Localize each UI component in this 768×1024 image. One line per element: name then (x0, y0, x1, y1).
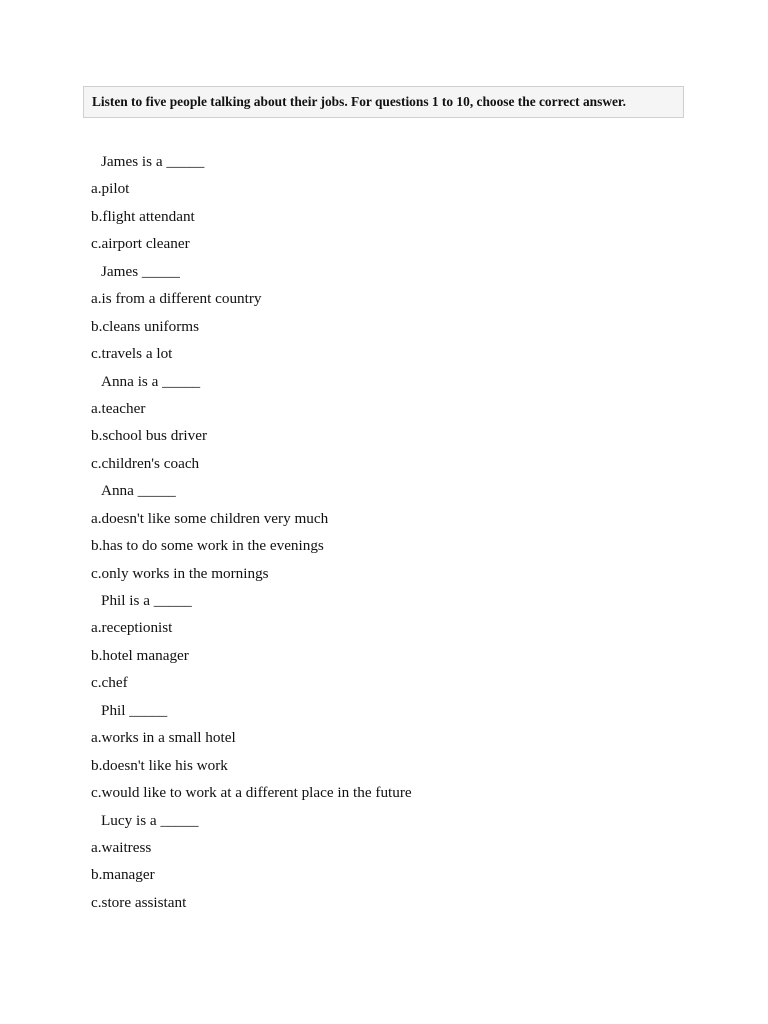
option-c[interactable]: c.chef (91, 674, 128, 692)
question-stem: James is a _____ (101, 153, 205, 170)
question-5 (91, 590, 711, 700)
option-a[interactable]: a.is from a different country (91, 290, 262, 308)
question-stem: Lucy is a _____ (101, 811, 199, 829)
option-b[interactable]: b.flight attendant (91, 207, 195, 225)
option-c[interactable]: c.only works in the mornings (91, 564, 269, 582)
option-b[interactable]: b.hotel manager (91, 646, 189, 664)
option-a[interactable]: a.works in a small hotel (91, 729, 236, 747)
option-a[interactable]: a.receptionist (91, 619, 173, 637)
question-list (91, 151, 711, 919)
instructions-text: Listen to five people talking about their jobs. For questions 1 to 10, choose the correct answer. (92, 94, 626, 109)
option-a[interactable]: a.waitress (91, 838, 152, 856)
instructions-box (83, 86, 684, 118)
question-stem: James _____ (101, 262, 180, 280)
question-1 (91, 151, 711, 261)
option-c[interactable]: c.travels a lot (91, 345, 173, 363)
question-6 (91, 700, 711, 810)
question-7 (91, 810, 711, 920)
question-3 (91, 371, 711, 481)
option-b[interactable]: b.cleans uniforms (91, 317, 199, 335)
question-stem: Anna _____ (101, 482, 176, 500)
question-2 (91, 261, 711, 371)
option-a[interactable]: a.teacher (91, 399, 146, 417)
option-c[interactable]: c.airport cleaner (91, 235, 190, 253)
option-c[interactable]: c.children's coach (91, 454, 200, 472)
question-stem: Phil is a _____ (101, 592, 192, 609)
option-b[interactable]: b.manager (91, 866, 155, 884)
option-b[interactable]: b.has to do some work in the evenings (91, 537, 324, 555)
option-c[interactable]: c.store assistant (91, 893, 187, 911)
option-c[interactable]: c.would like to work at a different place in the future (91, 784, 412, 802)
option-a[interactable]: a.pilot (91, 180, 130, 198)
option-a[interactable]: a.doesn't like some children very much (91, 509, 329, 527)
option-b[interactable]: b.doesn't like his work (91, 756, 228, 774)
question-4 (91, 480, 711, 590)
option-b[interactable]: b.school bus driver (91, 427, 207, 445)
question-stem: Phil _____ (101, 701, 168, 719)
question-stem: Anna is a _____ (101, 372, 201, 390)
